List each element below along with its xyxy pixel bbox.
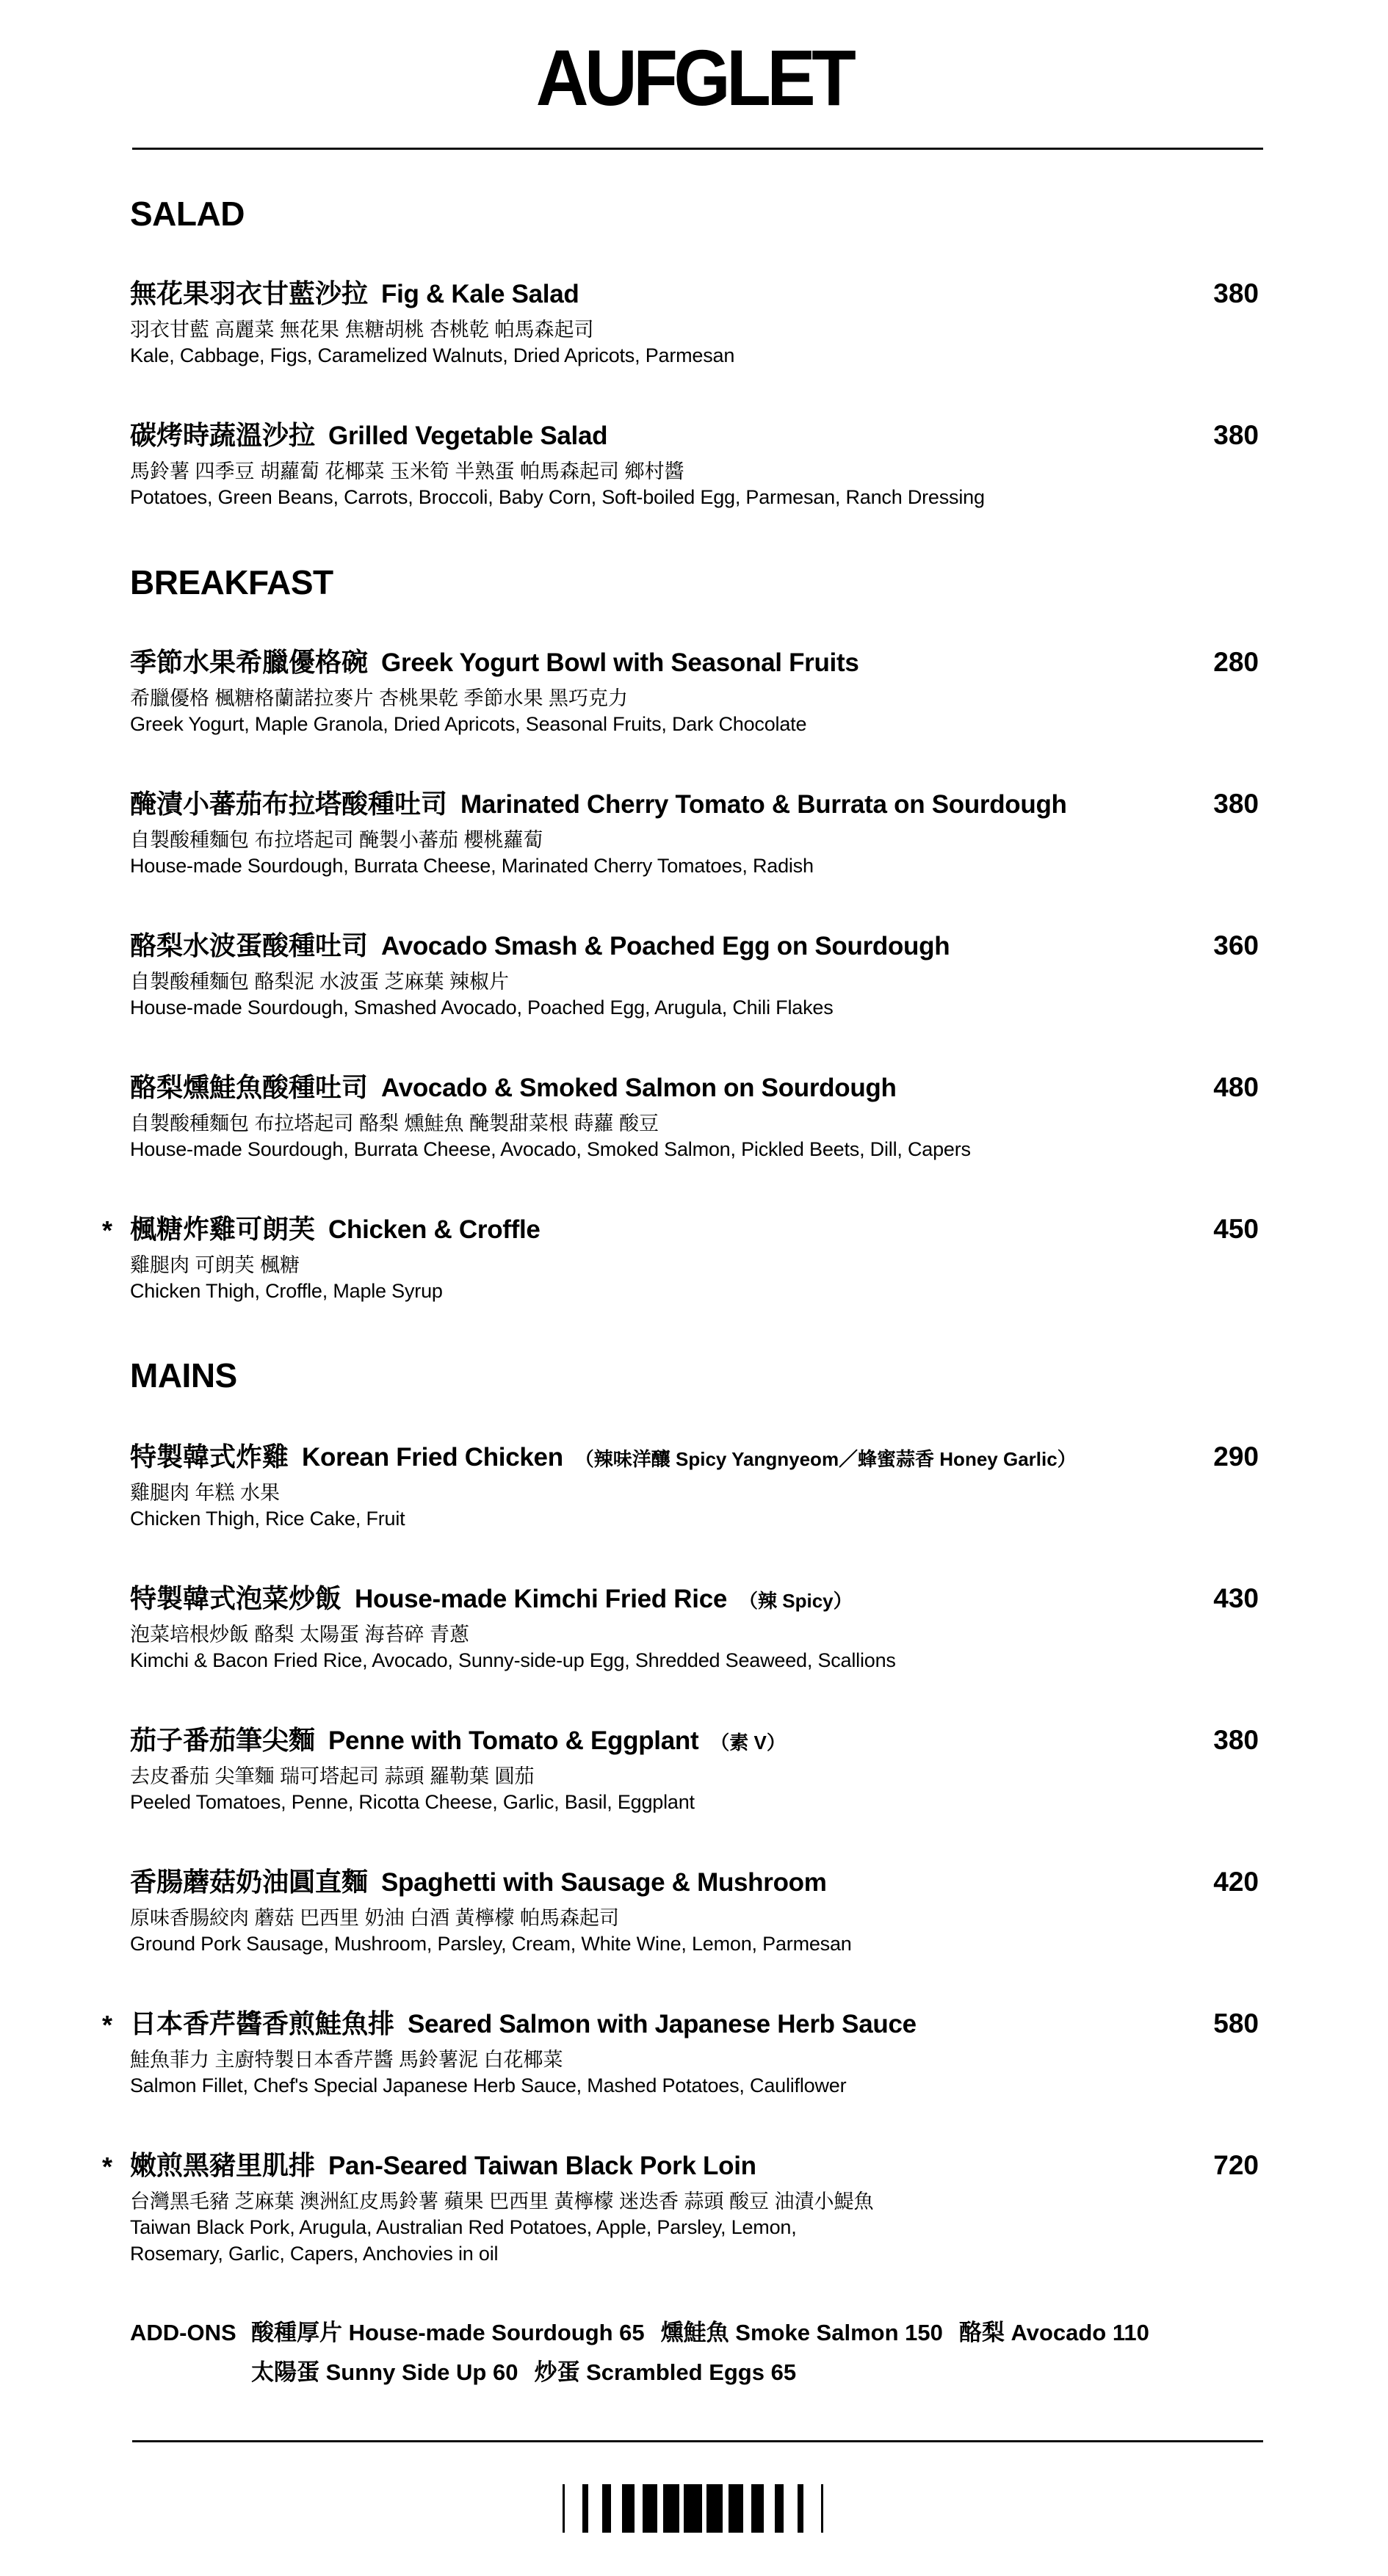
item-name-zh: 特製韓式炸雞 <box>130 1441 289 1472</box>
item-name-en: Greek Yogurt Bowl with Seasonal Fruits <box>381 648 859 677</box>
item-name-en: Grilled Vegetable Salad <box>328 422 608 450</box>
menu-item <box>102 2008 1263 2099</box>
item-desc-en: Chicken Thigh, Croffle, Maple Syrup <box>130 1280 443 1302</box>
item-name-zh: 香腸蘑菇奶油圓直麵 <box>130 1867 369 1897</box>
item-name-en: Korean Fried Chicken <box>302 1443 563 1472</box>
item-price: 430 <box>1213 1583 1259 1613</box>
item-price: 280 <box>1213 647 1259 677</box>
item-name-en: Pan-Seared Taiwan Black Pork Loin <box>328 2152 756 2180</box>
item-desc-zh: 鮭魚菲力 主廚特製日本香芹醬 馬鈴薯泥 白花椰菜 <box>130 2049 563 2071</box>
addon-item: 酪梨 Avocado 110 <box>958 2320 1149 2345</box>
item-desc-zh: 台灣黑毛豬 芝麻葉 澳洲紅皮馬鈴薯 蘋果 巴西里 黃檸檬 迷迭香 蒜頭 酸豆 油漬小鯷魚 <box>130 2190 874 2213</box>
item-desc-en: Chicken Thigh, Rice Cake, Fruit <box>130 1508 405 1530</box>
item-price: 580 <box>1213 2008 1259 2038</box>
addon-item: 燻鮭魚 Smoke Salmon 150 <box>660 2320 943 2345</box>
item-desc-en: Salmon Fillet, Chef's Special Japanese Herb Sauce, Mashed Potatoes, Cauliflower <box>130 2074 847 2096</box>
item-desc-zh: 自製酸種麵包 布拉塔起司 酪梨 燻鮭魚 醃製甜菜根 蒔蘿 酸豆 <box>130 1112 659 1135</box>
item-name-en: Marinated Cherry Tomato & Burrata on Sourdough <box>460 790 1067 819</box>
item-desc-en: Ground Pork Sausage, Mushroom, Parsley, Cream, White Wine, Lemon, Parmesan <box>130 1933 852 1955</box>
menu-item <box>130 1071 1263 1162</box>
item-price: 360 <box>1213 930 1259 960</box>
menu-item <box>130 788 1263 879</box>
item-spicy-note: （辣 Spicy） <box>739 1590 853 1612</box>
item-desc-en: Greek Yogurt, Maple Granola, Dried Apricots, Seasonal Fruits, Dark Chocolate <box>130 713 807 735</box>
item-name-zh: 嫩煎黑豬里肌排 <box>130 2150 316 2180</box>
item-name-en: Spaghetti with Sausage & Mushroom <box>381 1868 827 1897</box>
addon-item: 太陽蛋 Sunny Side Up 60 <box>251 2359 518 2385</box>
item-price: 380 <box>1213 420 1259 450</box>
item-price: 420 <box>1213 1867 1259 1897</box>
item-price: 290 <box>1213 1441 1259 1472</box>
item-price: 380 <box>1213 278 1259 308</box>
section-title-mains: MAINS <box>130 1356 237 1394</box>
item-name-en: Seared Salmon with Japanese Herb Sauce <box>408 2010 917 2038</box>
item-price: 450 <box>1213 1214 1259 1244</box>
top-divider <box>132 148 1263 150</box>
item-desc-zh: 馬鈴薯 四季豆 胡蘿蔔 花椰菜 玉米筍 半熟蛋 帕馬森起司 鄉村醬 <box>130 460 684 482</box>
item-name-zh: 日本香芹醬香煎鮭魚排 <box>130 2008 395 2038</box>
item-desc-zh: 泡菜培根炒飯 酪梨 太陽蛋 海苔碎 青蔥 <box>130 1624 470 1646</box>
item-desc-zh: 雞腿肉 年糕 水果 <box>130 1482 281 1504</box>
item-desc-zh: 去皮番茄 尖筆麵 瑞可塔起司 蒜頭 羅勒葉 圓茄 <box>130 1765 535 1787</box>
signature-star-icon: * <box>102 2152 113 2182</box>
item-desc-zh: 希臘優格 楓糖格蘭諾拉麥片 杏桃果乾 季節水果 黑巧克力 <box>130 687 629 709</box>
item-name-zh: 無花果羽衣甘藍沙拉 <box>130 278 369 308</box>
item-desc-en: House-made Sourdough, Burrata Cheese, Avocado, Smoked Salmon, Pickled Beets, Dill, Capers <box>130 1138 971 1160</box>
item-name-zh: 碳烤時蔬溫沙拉 <box>130 420 316 450</box>
item-name-en: Fig & Kale Salad <box>381 280 579 308</box>
addons-block <box>130 2313 1276 2392</box>
menu-item <box>130 278 1263 369</box>
signature-star-icon: * <box>102 2010 113 2040</box>
menu-item <box>130 1441 1263 1532</box>
item-price: 380 <box>1213 789 1259 819</box>
item-name-en: Avocado Smash & Poached Egg on Sourdough <box>381 932 950 960</box>
menu-item <box>102 1213 1263 1304</box>
item-name-en: House-made Kimchi Fried Rice <box>355 1585 728 1613</box>
item-desc-en: House-made Sourdough, Burrata Cheese, Marinated Cherry Tomatoes, Radish <box>130 855 814 877</box>
item-name-zh: 季節水果希臘優格碗 <box>130 647 369 677</box>
menu-item <box>130 1582 1263 1674</box>
menu-item <box>130 419 1263 510</box>
item-desc-en: Kale, Cabbage, Figs, Caramelized Walnuts, Dried Apricots, Parmesan <box>130 344 735 366</box>
item-desc-en: Peeled Tomatoes, Penne, Ricotta Cheese, Garlic, Basil, Eggplant <box>130 1791 695 1813</box>
item-desc-en-line2: Rosemary, Garlic, Capers, Anchovies in oil <box>130 2243 499 2265</box>
section-title-salad: SALAD <box>130 195 245 233</box>
item-name-zh: 醃漬小蕃茄布拉塔酸種吐司 <box>130 789 448 819</box>
item-flavor-note: （辣味洋釀 Spicy Yangnyeom／蜂蜜蒜香 Honey Garlic） <box>574 1448 1077 1470</box>
item-desc-en: Potatoes, Green Beans, Carrots, Broccoli, Baby Corn, Soft-boiled Egg, Parmesan, Ranch Dressing <box>130 486 985 508</box>
item-desc-zh: 原味香腸絞肉 蘑菇 巴西里 奶油 白酒 黃檸檬 帕馬森起司 <box>130 1907 620 1929</box>
item-desc-zh: 羽衣甘藍 高麗菜 無花果 焦糖胡桃 杏桃乾 帕馬森起司 <box>130 319 594 341</box>
item-vegetarian-note: （素 V） <box>710 1732 786 1754</box>
item-price: 720 <box>1213 2150 1259 2180</box>
addon-item: 炒蛋 Scrambled Eggs 65 <box>534 2359 797 2385</box>
item-desc-zh: 自製酸種麵包 布拉塔起司 醃製小蕃茄 櫻桃蘿蔔 <box>130 829 543 851</box>
item-desc-en: House-made Sourdough, Smashed Avocado, Poached Egg, Arugula, Chili Flakes <box>130 996 834 1019</box>
menu-item <box>130 646 1263 737</box>
menu-item <box>130 1724 1263 1815</box>
item-name-en: Chicken & Croffle <box>328 1215 541 1244</box>
item-name-zh: 茄子番茄筆尖麵 <box>130 1725 316 1755</box>
item-desc-zh: 自製酸種麵包 酪梨泥 水波蛋 芝麻葉 辣椒片 <box>130 971 510 993</box>
item-desc-zh: 雞腿肉 可朗芙 楓糖 <box>130 1254 300 1276</box>
item-price: 480 <box>1213 1072 1259 1102</box>
menu-item <box>130 1866 1263 1957</box>
item-desc-en: Taiwan Black Pork, Arugula, Australian Red Potatoes, Apple, Parsley, Lemon, <box>130 2216 797 2238</box>
item-name-zh: 特製韓式泡菜炒飯 <box>130 1583 342 1613</box>
bottom-divider <box>132 2440 1263 2442</box>
item-desc-en: Kimchi & Bacon Fried Rice, Avocado, Sunny-side-up Egg, Shredded Seaweed, Scallions <box>130 1649 896 1671</box>
signature-star-icon: * <box>102 1215 113 1245</box>
addon-item: 酸種厚片 House-made Sourdough 65 <box>251 2320 645 2345</box>
section-title-breakfast: BREAKFAST <box>130 563 333 601</box>
item-name-zh: 酪梨燻鮭魚酸種吐司 <box>130 1072 369 1102</box>
barcode-icon <box>558 2484 830 2533</box>
item-name-zh: 酪梨水波蛋酸種吐司 <box>130 930 369 960</box>
item-name-zh: 楓糖炸雞可朗芙 <box>130 1214 316 1244</box>
restaurant-logo: AUFGLET <box>535 33 853 122</box>
item-name-en: Avocado & Smoked Salmon on Sourdough <box>381 1074 897 1102</box>
addons-label: ADD-ONS <box>130 2320 236 2345</box>
menu-item <box>102 2149 1263 2267</box>
menu-item <box>130 930 1263 1021</box>
item-name-en: Penne with Tomato & Eggplant <box>328 1726 699 1755</box>
item-price: 380 <box>1213 1725 1259 1755</box>
